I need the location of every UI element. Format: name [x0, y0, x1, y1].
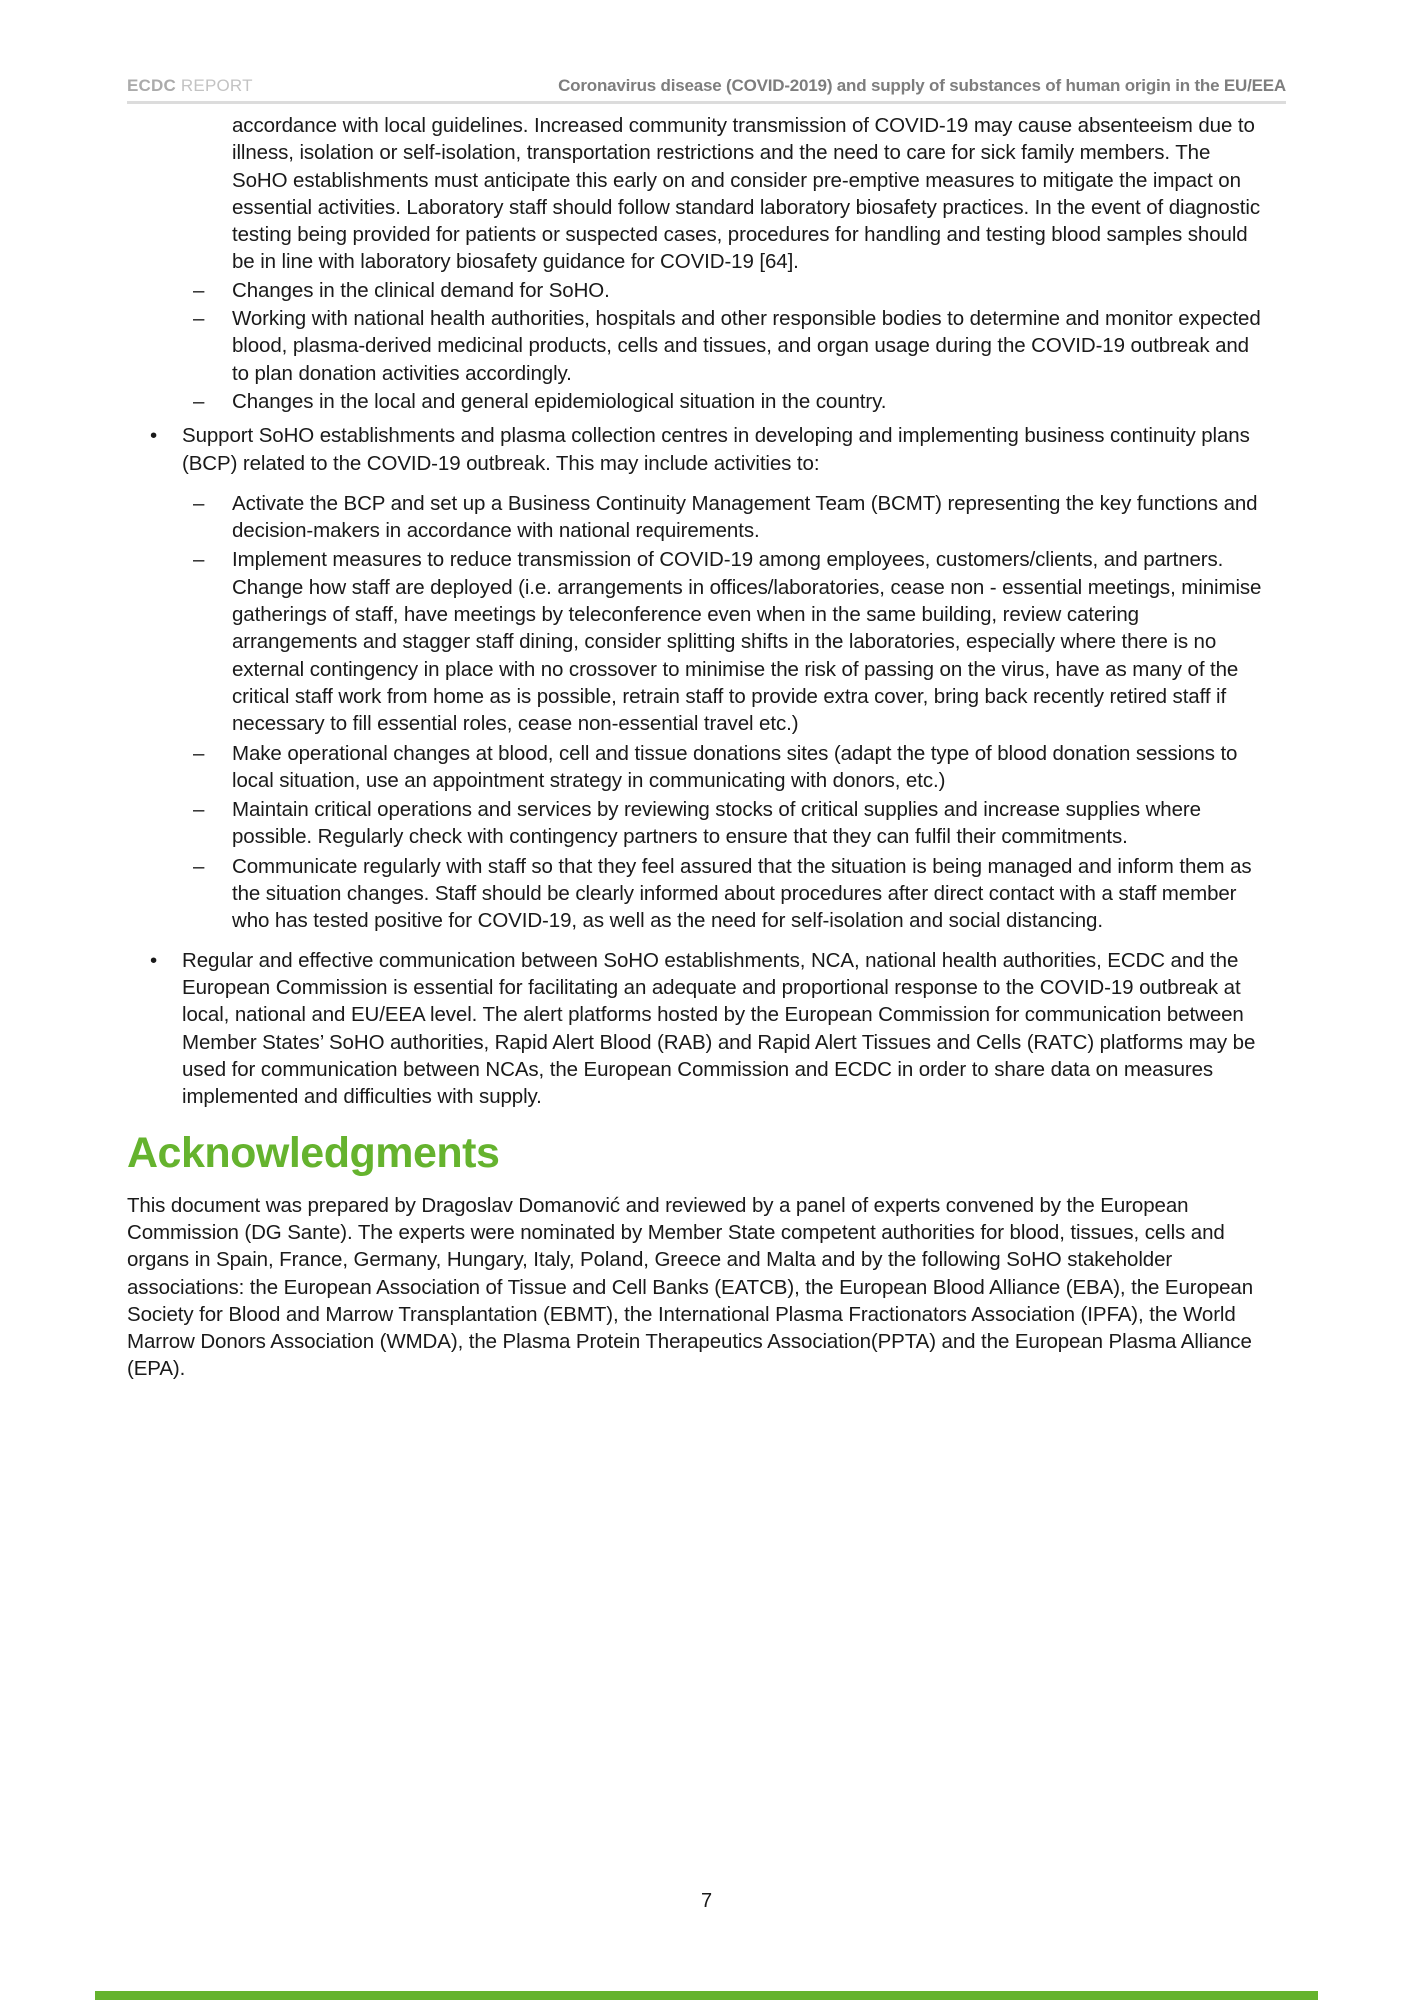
report-label: REPORT — [180, 76, 253, 95]
acknowledgments-heading: Acknowledgments — [127, 1129, 500, 1178]
dash-marker: – — [193, 491, 205, 515]
bullet-item-text: Support SoHO establishments and plasma collection centres in developing and implementing business continuity plans (BCP) related to the COVID-19 outbreak. This may include activities to: — [182, 424, 1250, 475]
bullet-marker: • — [150, 948, 158, 972]
header-divider — [127, 101, 1286, 104]
list-item-text: Communicate regularly with staff so that they feel assured that the situation is being managed and inform them as the situation changes. Staff should be clearly informed about procedures after direct contact with a staff member who has tested positive for COVID-19, as well as the need for self-isolation and social distancing. — [232, 854, 1252, 933]
page-number: 7 — [700, 1890, 713, 1912]
list-item-text: Working with national health authorities, hospitals and other responsible bodies to determine and monitor expected blood, plasma-derived medicinal products, cells and tissues, and organ usage during the COVID-19 outbreak and to plan donation activities accordingly. — [232, 307, 1261, 385]
dash-marker: – — [193, 389, 205, 413]
dash-marker: – — [193, 548, 205, 572]
footer-accent-bar — [95, 1991, 1318, 2000]
dash-marker: – — [193, 854, 205, 878]
list-item — [127, 853, 1267, 935]
list-item-text: Implement measures to reduce transmission of COVID-19 among employees, customers/clients, and partners. Change how staff are deployed (i.e. arrangements in offices/laboratories, cease non - essential meetings, minimise gatherings of staff, have meetings by teleconference even when in the same building, review catering arrangements and stagger staff dining, consider splitting shifts in the laboratories, especially where there is no external contingency in place with no crossover to minimise the risk of passing on the virus, have as many of the critical staff work from home as is possible, retrain staff to provide extra cover, bring back recently retired staff if necessary to fill essential roles, cease non-essential travel etc.) — [232, 548, 1262, 736]
list-item — [127, 796, 1267, 851]
list-item — [127, 388, 1267, 415]
bullet-item — [127, 947, 1267, 1111]
dash-marker: – — [193, 278, 205, 302]
header-document-title: Coronavirus disease (COVID-2019) and supply of substances of human origin in the EU/EEA — [558, 76, 1286, 95]
list-item — [127, 546, 1267, 737]
list-item-text: Activate the BCP and set up a Business Continuity Management Team (BCMT) representing the key functions and decision-makers in accordance with national requirements. — [232, 491, 1258, 543]
list-item — [127, 305, 1267, 387]
continuation-paragraph: accordance with local guidelines. Increased community transmission of COVID-19 may cause absenteeism due to illness, isolation or self-isolation, transportation restrictions and the need to care for sick family members. The SoHO establishments must anticipate this early on and consider pre-emptive measures to mitigate the impact on essential activities. Laboratory staff should follow standard laboratory biosafety practices. In the event of diagnostic testing being provided for patients or suspected cases, procedures for handling and testing blood samples should be in line with laboratory biosafety guidance for COVID-19 [64]. — [232, 114, 1261, 274]
list-item-text: Changes in the local and general epidemiological situation in the country. — [232, 389, 887, 413]
acknowledgments-paragraph: This document was prepared by Dragoslav Domanović and reviewed by a panel of experts convened by the European Commission (DG Sante). The experts were nominated by Member State competent authorities for blood, tissues, cells and organs in Spain, France, Germany, Hungary, Italy, Poland, Greece and Malta and by the following SoHO stakeholder associations: the European Association of Tissue and Cell Banks (EATCB), the European Blood Alliance (EBA), the European Society for Blood and Marrow Transplantation (EBMT), the International Plasma Fractionators Association (IPFA), the World Marrow Donors Association (WMDA), the Plasma Protein Therapeutics Association(PPTA) and the European Plasma Alliance (EPA). — [127, 1193, 1254, 1381]
ecdc-brand-label: ECDC — [127, 76, 176, 95]
bullet-item-text: Regular and effective communication between SoHO establishments, NCA, national health authorities, ECDC and the European Commission is essential for facilitating an adequate and proportional response to the COVID-19 outbreak at local, national and EU/EEA level. The alert platforms hosted by the European Commission for communication between Member States’ SoHO authorities, Rapid Alert Blood (RAB) and Rapid Alert Tissues and Cells (RATC) platforms may be used for communication between NCAs, the European Commission and ECDC in order to share data on measures implemented and difficulties with supply. — [182, 948, 1256, 1109]
dash-marker: – — [193, 741, 205, 765]
list-item-text: Changes in the clinical demand for SoHO. — [232, 278, 610, 302]
list-item — [127, 277, 1267, 304]
page-content — [127, 112, 1267, 1383]
dash-marker: – — [193, 798, 205, 822]
bullet-marker: • — [150, 424, 158, 448]
list-item-text: Maintain critical operations and services by reviewing stocks of critical supplies and increase supplies where possible. Regularly check with contingency partners to ensure that they can fulfil their commitments. — [232, 798, 1201, 849]
header-report-label — [127, 76, 253, 96]
sub-list — [127, 490, 1267, 935]
list-item-text: Make operational changes at blood, cell and tissue donations sites (adapt the type of blood donation sessions to local situation, use an appointment strategy in communicating with donors, etc.) — [232, 741, 1238, 792]
bullet-item — [127, 422, 1267, 477]
list-item — [127, 740, 1267, 795]
page-header — [127, 76, 1286, 96]
dash-marker: – — [193, 307, 205, 331]
list-item — [127, 490, 1267, 545]
